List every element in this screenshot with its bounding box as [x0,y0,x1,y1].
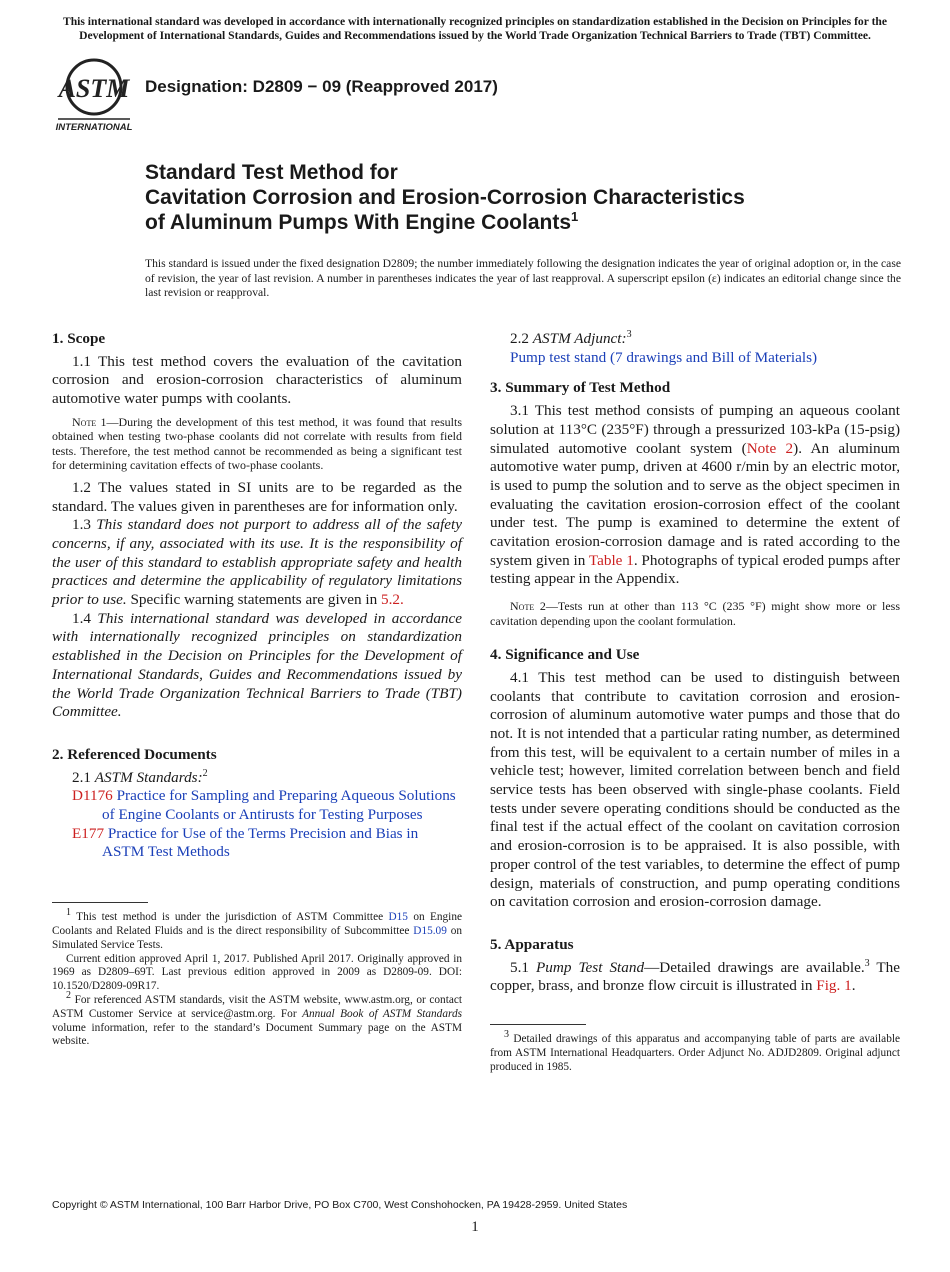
astm-logo [52,57,136,133]
adjunct-link[interactable]: Pump test stand (7 drawings and Bill of Materials) [510,348,818,366]
title-line-1: Standard Test Method for [145,161,398,184]
designation: Designation: D2809 − 09 (Reapproved 2017) [145,77,498,96]
ref-e177[interactable]: E177 Practice for Use of the Terms Precision and Bias in ASTM Test Methods [72,824,419,861]
copyright: Copyright © ASTM International, 100 Barr Harbor Drive, PO Box C700, West Conshohocken, PA 19428-2959. United States [52,1199,628,1211]
ref-d1176[interactable]: D1176 Practice for Sampling and Preparing Aqueous Solutions of Engine Coolants or Antirusts for Testing Purposes [72,787,456,824]
title-line-3: of Aluminum Pumps With Engine Coolants$^1$ [145,209,579,234]
title-line-2: Cavitation Corrosion and Erosion-Corrosion Characteristics [145,186,745,209]
footnote-3: $^3$ Detailed drawings of this apparatus and accompanying table of parts are available from ASTM International Headquarters. Order Adjunct No. ADJD2809. Original adjunct produced in 1985. [490,1029,900,1073]
left-column [52,330,462,1049]
logo-subtext: INTERNATIONAL [55,122,133,133]
link-5-2[interactable]: 5.2. [381,591,404,609]
para-2-1: 2.1 ASTM Standards:$^2$ [72,767,208,786]
link-fig-1[interactable]: Fig. 1 [816,977,852,995]
significance-heading: 4. Significance and Use [490,646,640,664]
page-number: 1 [471,1219,479,1235]
link-table-1[interactable]: Table 1 [588,551,634,569]
para-2-2: 2.2 ASTM Adjunct:$^3$ [510,328,632,347]
link-note-2[interactable]: Note 2 [746,439,794,457]
footnote-1: $^1$ This test method is under the jurisdiction of ASTM Committee D15 on Engine Coolants and Related Fluids and is the direct responsibility of Subcommittee D15.09 on Simulated Service Tests. [52,907,463,951]
referenced-heading: 2. Referenced Documents [52,745,217,763]
footnote-2: $^2$ For referenced ASTM standards, visit the ASTM website, www.astm.org, or contact ASTM Customer Service at service@astm.org. For Annual Book of ASTM Standards volume information, refer to the standard’s Document Summary page on the ASTM website. [52,990,462,1048]
title-footnote-mark: 1 [571,209,579,224]
para-1-1: 1.1 This test method covers the evaluation of the cavitation corrosion and erosion-corrosion characteristics of aluminum automotive water pumps with coolants. [52,352,462,408]
apparatus-heading: 5. Apparatus [490,935,574,953]
note-1: Note 1—During the development of this test method, it was found that results obtained when testing two-phase coolants did not correlate with results from field tests. Therefore, the test method cannot be recommended as being a significant test for determining cavitation effects of two-phase coolants. [52,414,463,473]
para-3-1: 3.1 This test method consists of pumping an aqueous coolant solution at 113°C (235°F) through a pressurized 103-kPa (15-psig) simulated automotive coolant system (Note 2). An aluminum automotive water pump, driven at 4600 r/min by an electric motor, is used to pump the solution and to serve as the object specimen in evaluating the cavitation erosion-corrosion effect of the coolant under test. The pump is examined to determine the extent of cavitation erosion-corrosion damage and is rated according to the system given in Table 1. Photographs of typical eroded pumps after testing appear in the Appendix. [490,402,900,588]
para-4-1: 4.1 This test method can be used to distinguish between coolants that contribute to cavitation corrosion and erosion-corrosion of aluminum automotive water pumps and those that do not. It is not intended that a particular rating number, as determined from this test, will be equivalent to a certain number of miles in a vehicle test; however, limited correlation between bench and field service tests has been observed with single-phase coolants. Field tests under severe operating conditions should be conducted as the final test if the actual effect of the coolant on cavitation corrosion and erosion-corrosion is to be appraised. It is also possible, with proper control of the test variables, to determine the effect of pump design, materials of construction, and pump operating conditions on cavitation corrosion and erosion-corrosion damage. [490,668,900,911]
para-1-2: 1.2 The values stated in SI units are to be regarded as the standard. The values given in parentheses are for information only. [52,478,462,515]
logo-text: ASTM [58,74,130,103]
tbt-banner: This international standard was developed in accordance with internationally recognized principles on standardization established in the Decision on Principles for the Development of International Standards, Guides and Recommendations issued by the World Trade Organization Technical Barriers to Trade (TBT) Committee. [62,15,888,42]
scope-heading: 1. Scope [52,330,106,347]
footnote-1-edition: Current edition approved April 1, 2017. Published April 2017. Originally approved in 1969 as D2809–69T. Last previous edition approved in 2009 as D2809-09. DOI: 10.1520/D2809-09R17. [52,952,462,993]
link-d15[interactable]: D15 [388,911,408,924]
para-5-1: 5.1 Pump Test Stand—Detailed drawings are available.$^3$ The copper, brass, and bronze flow circuit is illustrated in Fig. 1. [490,957,900,995]
para-1-3: 1.3 This standard does not purport to address all of the safety concerns, if any, associated with its use. It is the responsibility of the user of this standard to establish appropriate safety and health practices and determine the applicability of regulatory limitations prior to use. Specific warning statements are given in 5.2. [52,516,462,609]
document-title [145,160,865,235]
issued-note: This standard is issued under the fixed designation D2809; the number immediately following the designation indicates the year of original adoption or, in the case of revision, the year of last revision. A number in parentheses indicates the year of last reapproval. A superscript epsilon (ε) indicates an editorial change since the last revision or reapproval. [145,257,901,299]
link-d15-09[interactable]: D15.09 [413,924,447,937]
para-1-4: 1.4 This international standard was developed in accordance with internationally recognized principles on standardization established in the Decision on Principles for the Development of International Standards, Guides and Recommendations issued by the World Trade Organization Technical Barriers to Trade (TBT) Committee. [52,609,462,721]
summary-heading: 3. Summary of Test Method [490,379,671,397]
note-2: Note 2—Tests run at other than 113 °C (235 °F) might show more or less cavitation depending upon the coolant formulation. [490,599,901,628]
right-column [490,330,900,1074]
